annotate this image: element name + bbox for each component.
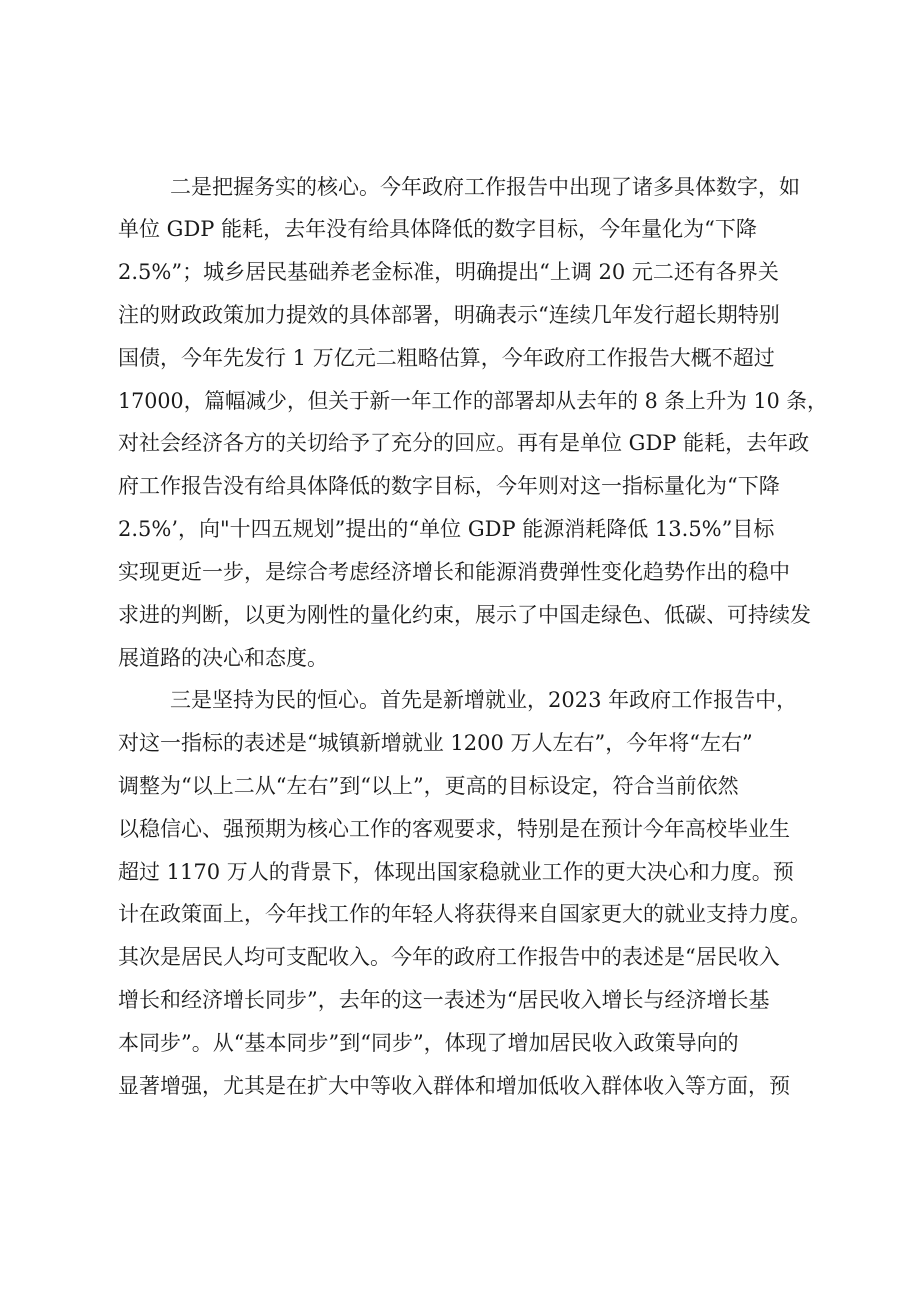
paragraph-line: 实现更近一步，是综合考虑经济增长和能源消费弹性变化趋势作出的稳中 — [118, 560, 790, 584]
paragraph-line: 2.5%’，向"十四五规划”提出的“单位 GDP 能源消耗降低 13.5%”目标 — [118, 517, 775, 541]
paragraph-line: 超过 1170 万人的背景下，体现出国家稳就业工作的更大决心和力度。预 — [118, 860, 794, 884]
paragraph-line: 调整为“以上二从“左右”到“以上”，更高的目标设定，符合当前依然 — [118, 774, 739, 798]
paragraph-line: 计在政策面上，今年找工作的年轻人将获得来自国家更大的就业支持力度。 — [118, 902, 811, 926]
paragraph-line: 三是坚持为民的恒心。首先是新增就业，2023 年政府工作报告中， — [170, 688, 798, 712]
paragraph-line: 求进的判断，以更为刚性的量化约束，展示了中国走绿色、低碳、可持续发 — [118, 603, 811, 627]
paragraph-line: 以稳信心、强预期为核心工作的客观要求，特别是在预计今年高校毕业生 — [118, 817, 790, 841]
paragraph-line: 其次是居民人均可支配收入。今年的政府工作报告中的表述是“居民收入 — [118, 945, 780, 969]
paragraph-line: 显著增强，尤其是在扩大中等收入群体和增加低收入群体收入等方面，预 — [118, 1074, 790, 1098]
paragraph-line: 单位 GDP 能耗，去年没有给具体降低的数字目标，今年量化为“下降 — [118, 217, 757, 241]
paragraph-line: 对这一指标的表述是“城镇新增就业 1200 万人左右”，今年将“左右” — [118, 731, 753, 755]
paragraph-line: 府工作报告没有给具体降低的数字目标，今年则对这一指标量化为“下降 — [118, 474, 780, 498]
paragraph-line: 注的财政政策加力提效的具体部署，明确表示“连续几年发行超长期特别 — [118, 303, 780, 327]
paragraph-line: 二是把握务实的核心。今年政府工作报告中出现了诸多具体数字，如 — [170, 175, 800, 199]
paragraph-line: 本同步”。从“基本同步”到“同步”，体现了增加居民收入政策导向的 — [118, 1031, 739, 1055]
paragraph-line: 增长和经济增长同步”，去年的这一表述为“居民收入增长与经济增长基 — [118, 988, 770, 1012]
paragraph-line: 2.5%”；城乡居民基础养老金标准，明确提出“上调 20 元二还有各界关 — [118, 260, 779, 284]
paragraph-line: 对社会经济各方的关切给予了充分的回应。再有是单位 GDP 能耗，去年政 — [118, 431, 810, 455]
paragraph-line: 展道路的决心和态度。 — [118, 646, 328, 670]
paragraph-line: 17000，篇幅减少，但关于新一年工作的部署却从去年的 8 条上升为 10 条， — [118, 389, 828, 413]
paragraph-line: 国债，今年先发行 1 万亿元二粗略估算，今年政府工作报告大概不超过 — [118, 346, 775, 370]
